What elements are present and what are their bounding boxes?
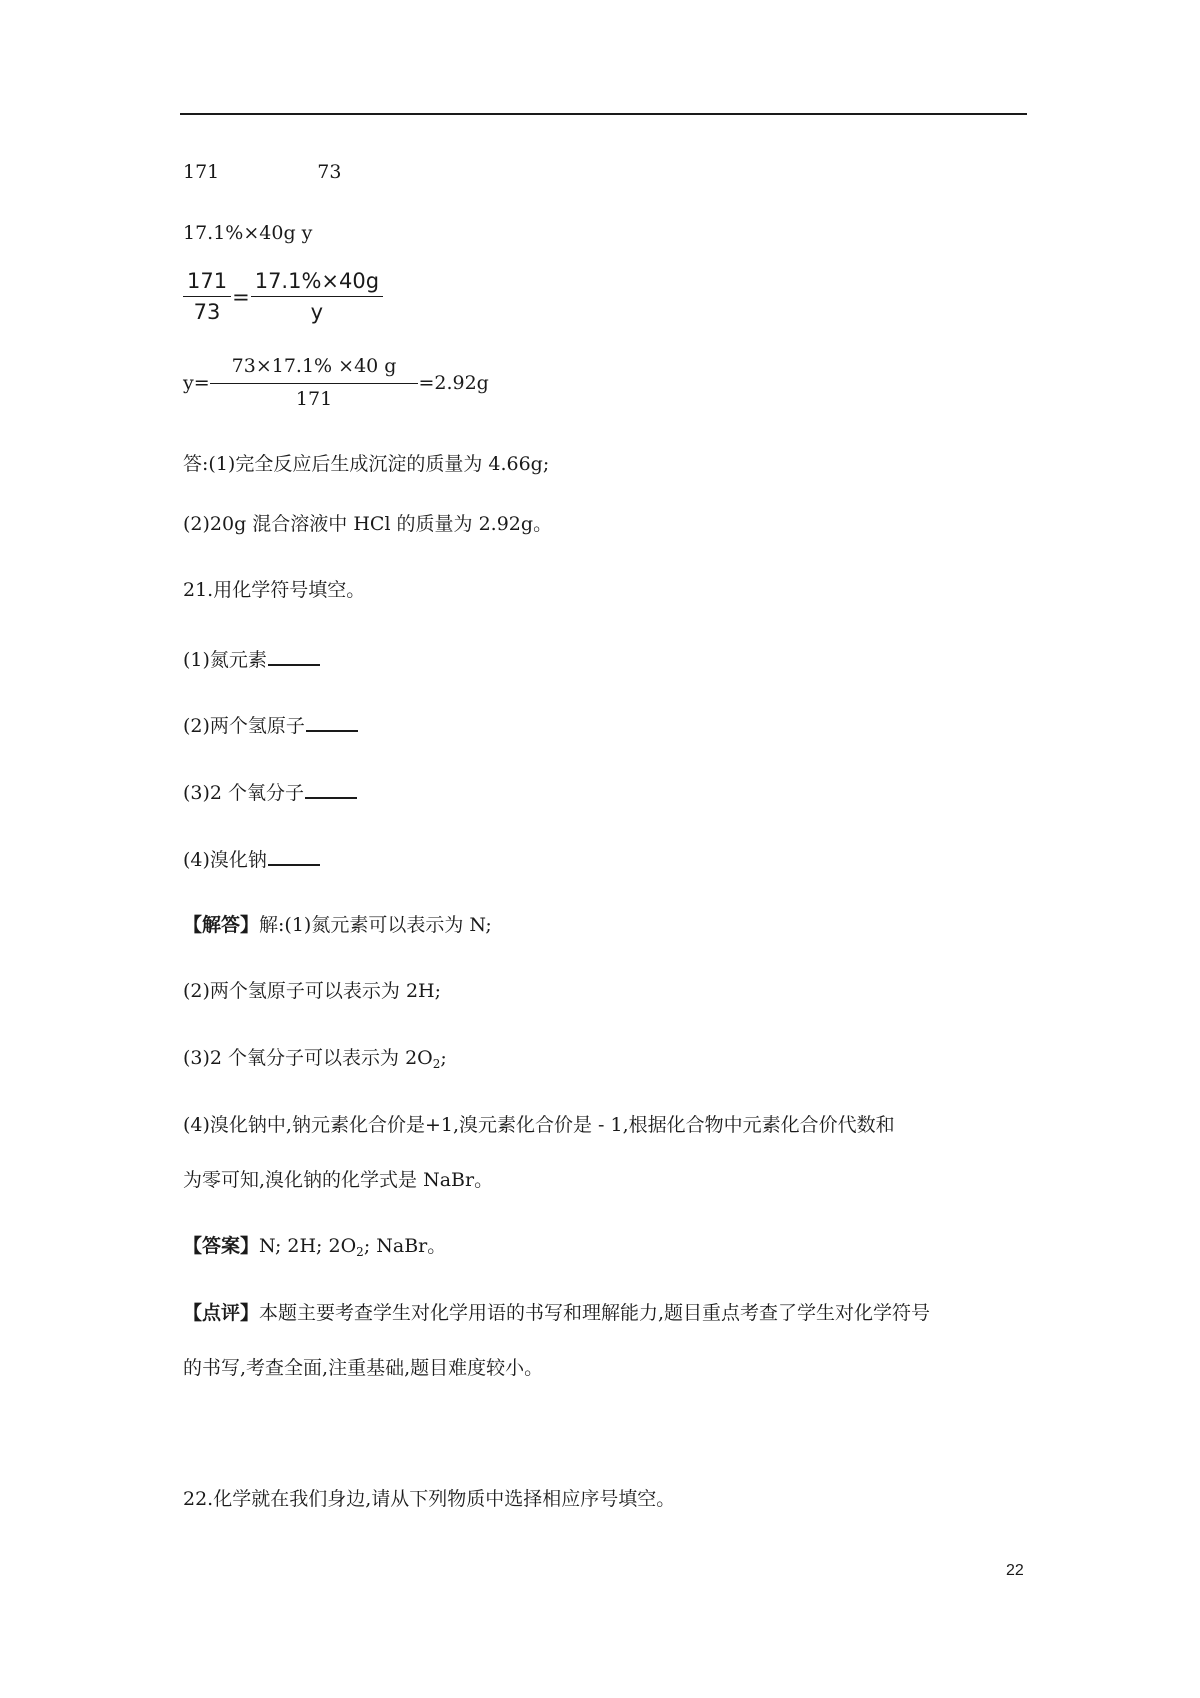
answer-blank[interactable] (268, 646, 320, 666)
question-22-title: 22.化学就在我们身边,请从下列物质中选择相应序号填空。 (183, 1488, 676, 1510)
answer-tag: 【答案】 (183, 1235, 260, 1257)
solution-tag: 【解答】 (183, 914, 260, 936)
proportion-formula: $\frac{171}{73}$ = $\frac{17.1\%\times 40g}{y}$ (183, 268, 383, 325)
solution-line-4a: (4)溴化钠中,钠元素化合价是+1,溴元素化合价是 - 1,根据化合物中元素化合价代数和 (183, 1114, 895, 1136)
solution-line-3: (3)2 个氧分子可以表示为 $2O_2$; (183, 1047, 447, 1071)
page-number: 22 (1006, 1562, 1024, 1579)
question-21-item-4: (4)溴化钠 (183, 846, 320, 872)
proportion-left-fraction: $\frac{171}{73}$ (183, 268, 231, 325)
answer-line-2: (2)20g 混合溶液中 HCl 的质量为 2.92g。 (183, 513, 553, 535)
comment-tag: 【点评】 (183, 1302, 260, 1324)
question-21-item-3: (3)2 个氧分子 (183, 779, 357, 805)
proportion-right-fraction: $\frac{17.1\%\times 40g}{y}$ (251, 268, 383, 325)
answer-line-1: 答:(1)完全反应后生成沉淀的质量为 4.66g; (183, 453, 550, 475)
header-rule (180, 113, 1027, 115)
comment-line-1: 【点评】本题主要考查学生对化学用语的书写和理解能力,题目重点考查了学生对化学符号 (183, 1302, 931, 1324)
question-21-item-1: (1)氮元素 (183, 646, 320, 672)
solution-line-2: (2)两个氢原子可以表示为 2H; (183, 980, 442, 1002)
equation-masses: 17.1%×40g y (183, 222, 313, 244)
question-21-title: 21.用化学符号填空。 (183, 579, 366, 601)
comment-line-2: 的书写,考查全面,注重基础,题目难度较小。 (183, 1357, 544, 1379)
answer-blank[interactable] (268, 846, 320, 866)
answer-blank[interactable] (305, 779, 357, 799)
question-21-item-2: (2)两个氢原子 (183, 712, 358, 738)
solve-fraction: $\frac{73\times 17.1\% \times 40 g}{171}$ (210, 353, 419, 412)
solve-formula: y= $\frac{73\times 17.1\% \times 40 g}{171}$ =2.92g (183, 355, 489, 410)
solution-line-1: 【解答】解:(1)氮元素可以表示为 N; (183, 914, 492, 936)
answer-summary: 【答案】N; 2H; $2O_2$; NaBr。 (183, 1235, 447, 1259)
solution-line-4b: 为零可知,溴化钠的化学式是 NaBr。 (183, 1169, 494, 1191)
equation-coefficients: 171 73 (183, 161, 342, 183)
answer-blank[interactable] (306, 712, 358, 732)
